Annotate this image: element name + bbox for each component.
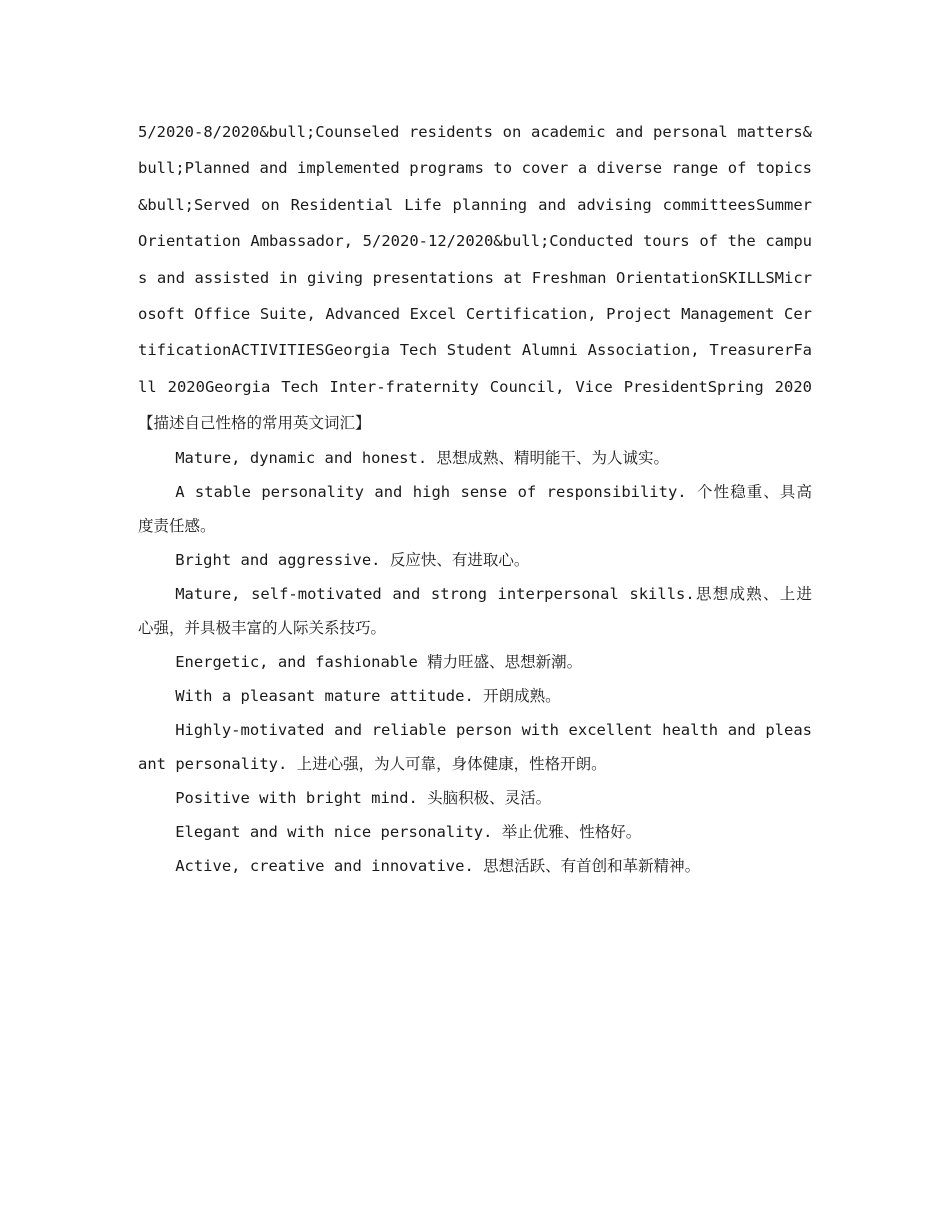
phrase-paragraph: Positive with bright mind. 头脑积极、灵活。 [175,788,552,807]
phrase-paragraph: With a pleasant mature attitude. 开朗成熟。 [175,686,561,705]
phrase-paragraph: Highly-motivated and reliable person with excellent health and pleasant personality. 上进心强，为人可靠，身体健康，性格开朗。 [138,720,812,773]
phrase-paragraph: Elegant and with nice personality. 举止优雅、性格好。 [175,822,642,841]
phrase-paragraph: Active, creative and innovative. 思想活跃、有首创和革新精神。 [175,856,701,875]
phrase-paragraph: A stable personality and high sense of responsibility. 个性稳重、具高度责任感。 [138,482,812,535]
phrase-paragraph: Mature, dynamic and honest. 思想成熟、精明能干、为人诚实。 [175,448,669,467]
resume-text-block: 5/2020-8/2020&bull;Counseled residents on academic and personal matters&bull;Planned and implemented programs to cover a diverse range of topics&bull;Served on Residential Life planning and advising committeesSummer Orientation Ambassador, 5/2020-12/2020&bull;Conducted tours of the campus and assisted in giving presentations at Freshman OrientationSKILLSMicrosoft Office Suite, Advanced Excel Certification, Project Management CertificationACTIVITIESGeorgia Tech Student Alumni Association, TreasurerFall 2020Georgia Tech Inter-fraternity Council, Vice PresidentSpring 2020 【描述自己性格的常用英文词汇】 [138,123,812,433]
document-page [138,114,812,883]
phrase-paragraph: Energetic, and fashionable 精力旺盛、思想新潮。 [175,652,583,671]
phrase-paragraph: Bright and aggressive. 反应快、有进取心。 [175,550,530,569]
phrase-paragraph: Mature, self-motivated and strong interpersonal skills.思想成熟、上进心强，并具极丰富的人际关系技巧。 [138,584,812,637]
